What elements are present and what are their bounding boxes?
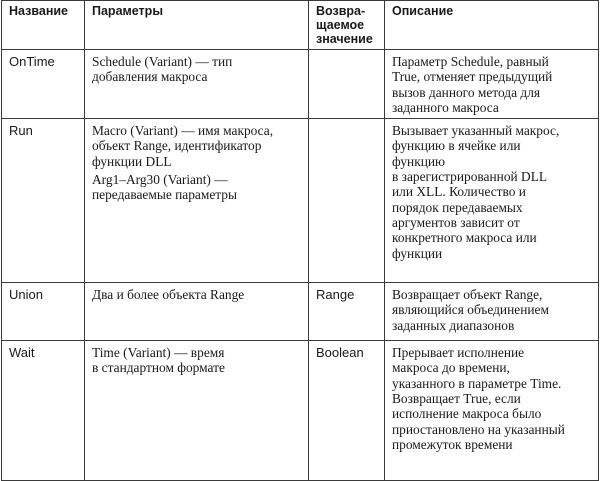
method-params [85, 341, 309, 481]
method-return: Boolean [309, 341, 385, 481]
method-name: Wait [2, 341, 85, 481]
method-params [85, 283, 309, 341]
desc-line: промежуток времени [392, 436, 513, 452]
desc-line: вызов данного метода для [392, 84, 541, 100]
desc-line: макроса до времени, [392, 360, 510, 376]
desc-line: Возвращает объект Range, [392, 287, 543, 303]
param-line: добавления макроса [92, 69, 208, 85]
param-block [92, 54, 303, 85]
method-name: OnTime [2, 50, 85, 119]
header-description: Описание [385, 1, 599, 50]
header-return-line: Возвра- [316, 4, 366, 18]
param-line: в стандартном формате [92, 360, 225, 376]
desc-line: функцию в ячейке или [392, 138, 521, 154]
table-row [2, 341, 599, 481]
header-return-line: значение [316, 32, 373, 46]
param-line: Macro (Variant) — имя макроса, [92, 123, 274, 139]
desc-line: приостановлено на указанный [392, 421, 565, 437]
header-name: Название [2, 1, 85, 50]
param-line: Arg1–Arg30 (Variant) — [92, 172, 228, 188]
desc-line: Прерывает исполнение [392, 345, 525, 361]
method-description [385, 119, 599, 283]
header-return-value [309, 1, 385, 50]
desc-line: Возвращает True, если [392, 391, 521, 407]
desc-line: заданного макроса [392, 99, 499, 115]
param-line: объект Range, идентификатор [92, 138, 262, 154]
desc-line: функции [392, 245, 443, 261]
header-params: Параметры [85, 1, 309, 50]
header-row [2, 1, 599, 50]
param-block [92, 345, 303, 376]
desc-line: порядок передаваемых [392, 199, 523, 215]
header-return-line: щаемое [316, 18, 365, 32]
param-line: передаваемые параметры [92, 187, 237, 203]
desc-line: Вызывает указанный макрос, [392, 123, 560, 139]
methods-table [1, 0, 599, 481]
desc-line: заданных диапазонов [392, 317, 515, 333]
desc-line: являющийся объединением [392, 302, 549, 318]
method-return [309, 119, 385, 283]
table-row [2, 119, 599, 283]
method-params [85, 50, 309, 119]
desc-line: указанного в параметре Time. [392, 375, 562, 391]
method-description [385, 283, 599, 341]
method-return: Range [309, 283, 385, 341]
param-block [92, 172, 303, 203]
method-return [309, 50, 385, 119]
param-line: Time (Variant) — время [92, 345, 225, 361]
param-block [92, 123, 303, 169]
method-name: Run [2, 119, 85, 283]
desc-line: в зарегистрированной DLL [392, 169, 548, 185]
method-params [85, 119, 309, 283]
table-row [2, 283, 599, 341]
desc-line: или XLL. Количество и [392, 184, 526, 200]
desc-line: True, отменяет предыдущий [392, 69, 553, 85]
method-name: Union [2, 283, 85, 341]
method-description [385, 50, 599, 119]
desc-line: функцию [392, 153, 446, 169]
desc-line: конкретного макроса или [392, 230, 537, 246]
param-line: Schedule (Variant) — тип [92, 54, 233, 69]
desc-line: Параметр Schedule, равный [392, 54, 549, 69]
table-row [2, 50, 599, 119]
param-block [92, 287, 303, 302]
desc-line: аргументов зависит от [392, 214, 520, 230]
param-line: функции DLL [92, 153, 172, 169]
desc-line: исполнение макроса было [392, 406, 542, 422]
method-description [385, 341, 599, 481]
param-line: Два и более объекта Range [92, 287, 245, 303]
